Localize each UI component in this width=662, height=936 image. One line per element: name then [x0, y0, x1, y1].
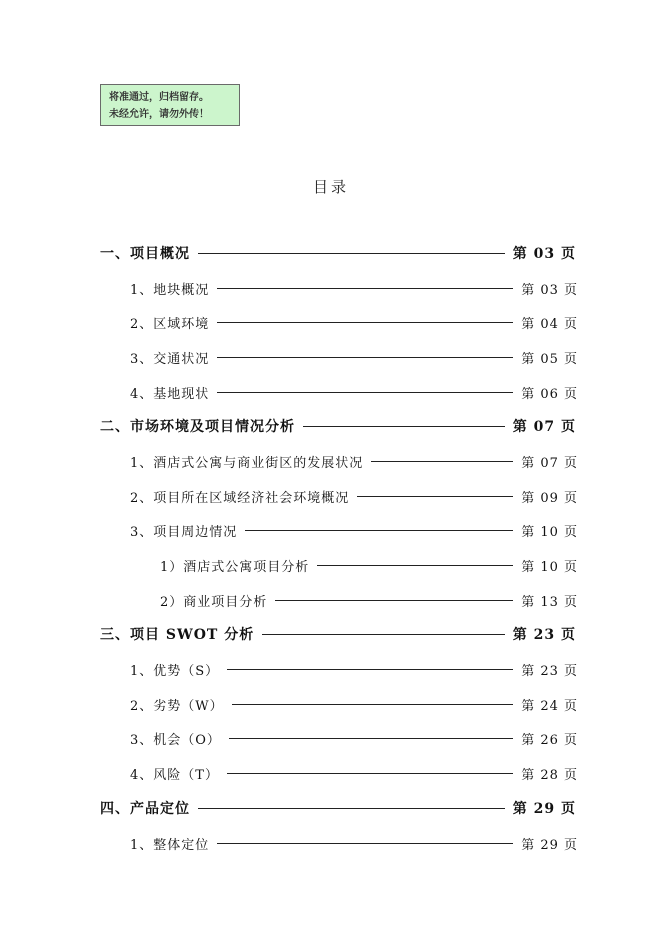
- leader-line: [357, 496, 513, 497]
- toc-entry[interactable]: 4、基地现状 第 06 页: [130, 386, 578, 402]
- toc-entry[interactable]: 3、机会（O） 第 26 页: [130, 732, 578, 748]
- leader-line: [262, 634, 505, 635]
- leader-line: [275, 600, 513, 601]
- toc-entry[interactable]: 1）酒店式公寓项目分析 第 10 页: [160, 559, 578, 575]
- leader-line: [227, 669, 513, 670]
- toc-entry[interactable]: 3、项目周边情况 第 10 页: [130, 524, 578, 540]
- leader-line: [232, 704, 514, 705]
- leader-line: [217, 322, 513, 323]
- leader-line: [217, 288, 513, 289]
- toc-entry-section-1[interactable]: 一、项目概况 第 03 页: [100, 246, 576, 262]
- notice-line-1: 将准通过，归档留存。: [109, 92, 209, 103]
- toc-entry-section-2[interactable]: 二、市场环境及项目情况分析 第 07 页: [100, 419, 576, 435]
- leader-line: [245, 530, 513, 531]
- toc-entry[interactable]: 2、区域环境 第 04 页: [130, 316, 578, 332]
- leader-line: [217, 843, 513, 844]
- toc-entry[interactable]: 1、优势（S） 第 23 页: [130, 663, 578, 679]
- leader-line: [227, 773, 513, 774]
- leader-line: [229, 738, 513, 739]
- toc-entry-section-3[interactable]: 三、项目 SWOT 分析 第 23 页: [100, 627, 576, 643]
- leader-line: [217, 357, 513, 358]
- leader-line: [371, 461, 513, 462]
- toc-entry[interactable]: 2）商业项目分析 第 13 页: [160, 594, 578, 610]
- toc-entry[interactable]: 4、风险（T） 第 28 页: [130, 767, 578, 783]
- toc-entry-section-4[interactable]: 四、产品定位 第 29 页: [100, 801, 576, 817]
- toc-entry[interactable]: 1、酒店式公寓与商业街区的发展状况 第 07 页: [130, 455, 578, 471]
- leader-line: [303, 426, 505, 427]
- leader-line: [198, 808, 505, 809]
- toc-entry[interactable]: 1、地块概况 第 03 页: [130, 282, 578, 298]
- leader-line: [198, 253, 505, 254]
- toc-entry[interactable]: 3、交通状况 第 05 页: [130, 351, 578, 367]
- toc-entry[interactable]: 1、整体定位 第 29 页: [130, 837, 578, 853]
- toc-entry[interactable]: 2、劣势（W） 第 24 页: [130, 698, 578, 714]
- leader-line: [317, 565, 513, 566]
- notice-line-2: 未经允许，请勿外传！: [109, 109, 209, 120]
- page-title: 目录: [312, 178, 349, 196]
- leader-line: [217, 392, 513, 393]
- toc-entry[interactable]: 2、项目所在区域经济社会环境概况 第 09 页: [130, 490, 578, 506]
